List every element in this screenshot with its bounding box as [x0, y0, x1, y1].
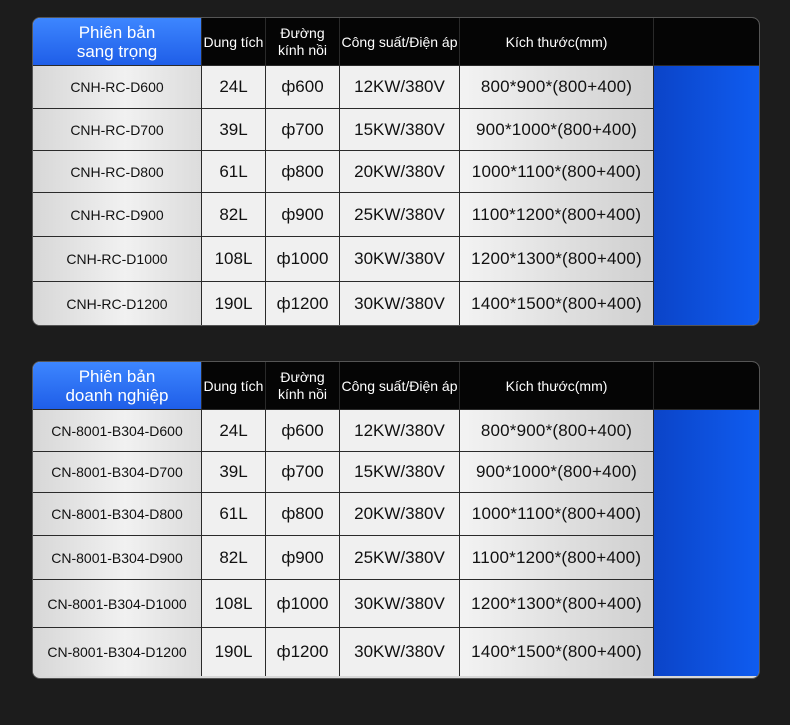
model-cell: CNH-RC-D1200: [33, 282, 202, 325]
diameter-cell: ф700: [266, 452, 340, 493]
table-header-row: [33, 362, 759, 410]
blue-accent-cell: [654, 536, 759, 580]
capacity-cell: 82L: [202, 536, 266, 580]
table-title: [33, 18, 202, 66]
table-row: [33, 282, 759, 325]
size-cell: 1000*1100*(800+400): [460, 151, 654, 193]
table-row: [33, 66, 759, 109]
power-cell: 20KW/380V: [340, 493, 460, 536]
model-cell: CNH-RC-D600: [33, 66, 202, 109]
size-cell: 1400*1500*(800+400): [460, 628, 654, 676]
power-cell: 25KW/380V: [340, 536, 460, 580]
size-cell: 1400*1500*(800+400): [460, 282, 654, 325]
size-cell: 1200*1300*(800+400): [460, 580, 654, 628]
table-row: [33, 237, 759, 282]
power-cell: 12KW/380V: [340, 66, 460, 109]
blue-accent-cell: [654, 151, 759, 193]
diameter-cell: ф1000: [266, 580, 340, 628]
blue-accent-cell: [654, 628, 759, 676]
header-diameter-line2: kính nồi: [277, 41, 328, 58]
diameter-cell: ф600: [266, 66, 340, 109]
header-diameter-line1: Đường: [280, 24, 325, 41]
diameter-cell: ф900: [266, 193, 340, 237]
power-cell: 15KW/380V: [340, 109, 460, 151]
header-size: Kích thước(mm): [460, 362, 654, 410]
table-row: [33, 536, 759, 580]
diameter-cell: ф700: [266, 109, 340, 151]
power-cell: 15KW/380V: [340, 452, 460, 493]
model-cell: CN-8001-B304-D600: [33, 410, 202, 452]
power-cell: 20KW/380V: [340, 151, 460, 193]
model-cell: CNH-RC-D700: [33, 109, 202, 151]
table-title-line1: Phiên bản: [78, 22, 156, 42]
power-cell: 30KW/380V: [340, 580, 460, 628]
capacity-cell: 61L: [202, 151, 266, 193]
model-cell: CNH-RC-D800: [33, 151, 202, 193]
size-cell: 1100*1200*(800+400): [460, 193, 654, 237]
diameter-cell: ф900: [266, 536, 340, 580]
header-diameter: [266, 18, 340, 66]
capacity-cell: 24L: [202, 66, 266, 109]
table-row: [33, 452, 759, 493]
size-cell: 800*900*(800+400): [460, 66, 654, 109]
power-cell: 30KW/380V: [340, 628, 460, 676]
header-blank-cell: [654, 362, 759, 410]
table-row: [33, 628, 759, 676]
table-row: [33, 410, 759, 452]
capacity-cell: 39L: [202, 452, 266, 493]
blue-accent-cell: [654, 66, 759, 109]
blue-accent-cell: [654, 282, 759, 325]
header-diameter-line1: Đường: [280, 368, 325, 385]
diameter-cell: ф1200: [266, 628, 340, 676]
power-cell: 12KW/380V: [340, 410, 460, 452]
size-cell: 900*1000*(800+400): [460, 452, 654, 493]
blue-accent-cell: [654, 452, 759, 493]
capacity-cell: 190L: [202, 282, 266, 325]
size-cell: 800*900*(800+400): [460, 410, 654, 452]
power-cell: 30KW/380V: [340, 237, 460, 282]
model-cell: CN-8001-B304-D800: [33, 493, 202, 536]
model-cell: CN-8001-B304-D1000: [33, 580, 202, 628]
blue-accent-cell: [654, 109, 759, 151]
size-cell: 1100*1200*(800+400): [460, 536, 654, 580]
table-row: [33, 109, 759, 151]
table-title-line2: doanh nghiệp: [65, 385, 169, 405]
table-row: [33, 493, 759, 536]
header-power: Công suất/Điện áp: [340, 18, 460, 66]
table-title-line2: sang trọng: [76, 41, 158, 61]
table-title-line1: Phiên bản: [78, 366, 156, 386]
model-cell: CNH-RC-D900: [33, 193, 202, 237]
capacity-cell: 61L: [202, 493, 266, 536]
capacity-cell: 190L: [202, 628, 266, 676]
blue-accent-cell: [654, 193, 759, 237]
diameter-cell: ф800: [266, 493, 340, 536]
table-row: [33, 580, 759, 628]
header-capacity: Dung tích: [202, 362, 266, 410]
table-row: [33, 151, 759, 193]
enterprise-spec-table: [32, 361, 760, 679]
header-capacity: Dung tích: [202, 18, 266, 66]
model-cell: CNH-RC-D1000: [33, 237, 202, 282]
capacity-cell: 39L: [202, 109, 266, 151]
table-title: [33, 362, 202, 410]
size-cell: 1000*1100*(800+400): [460, 493, 654, 536]
model-cell: CN-8001-B304-D900: [33, 536, 202, 580]
header-diameter-line2: kính nồi: [277, 385, 328, 402]
capacity-cell: 108L: [202, 580, 266, 628]
table-row: [33, 193, 759, 237]
diameter-cell: ф1000: [266, 237, 340, 282]
blue-accent-cell: [654, 410, 759, 452]
header-power: Công suất/Điện áp: [340, 362, 460, 410]
diameter-cell: ф1200: [266, 282, 340, 325]
capacity-cell: 82L: [202, 193, 266, 237]
size-cell: 1200*1300*(800+400): [460, 237, 654, 282]
power-cell: 25KW/380V: [340, 193, 460, 237]
power-cell: 30KW/380V: [340, 282, 460, 325]
size-cell: 900*1000*(800+400): [460, 109, 654, 151]
diameter-cell: ф800: [266, 151, 340, 193]
blue-accent-cell: [654, 580, 759, 628]
blue-accent-cell: [654, 237, 759, 282]
header-diameter: [266, 362, 340, 410]
header-blank-cell: [654, 18, 759, 66]
diameter-cell: ф600: [266, 410, 340, 452]
luxury-spec-table: [32, 17, 760, 326]
header-size: Kích thước(mm): [460, 18, 654, 66]
capacity-cell: 24L: [202, 410, 266, 452]
table-header-row: [33, 18, 759, 66]
model-cell: CN-8001-B304-D700: [33, 452, 202, 493]
capacity-cell: 108L: [202, 237, 266, 282]
model-cell: CN-8001-B304-D1200: [33, 628, 202, 676]
blue-accent-cell: [654, 493, 759, 536]
